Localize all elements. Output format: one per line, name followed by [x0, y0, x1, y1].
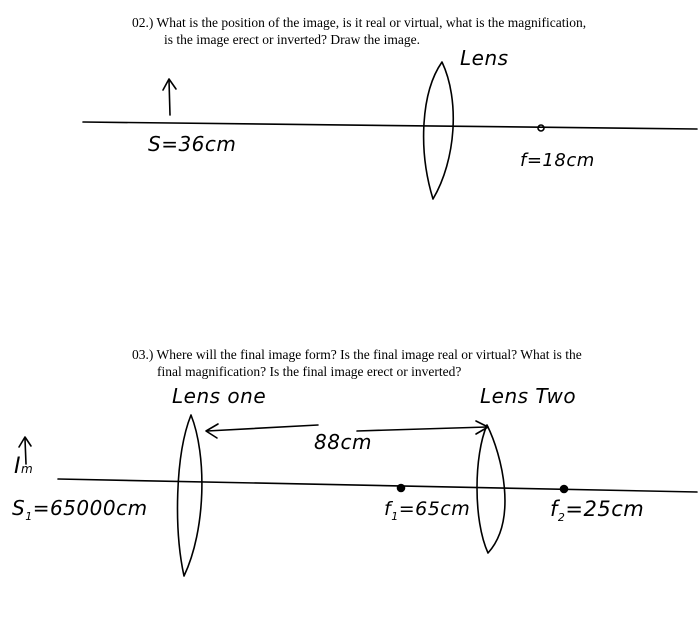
focal-two-sub: 2: [557, 511, 566, 525]
object-distance-symbol: S: [12, 496, 26, 520]
object-distance-value: =65000cm: [32, 496, 148, 520]
focal-point-f2: [561, 486, 568, 493]
focal-length-label: f=18cm: [520, 150, 595, 171]
problem-2-diagram: [83, 62, 697, 199]
problem-3-question-line-1: 03.) Where will the final image form? Is the final image real or virtual? What is the: [132, 347, 582, 362]
object-distance-label-2: [12, 496, 148, 523]
focal-two-symbol: f: [550, 497, 558, 521]
object-arrow-1: [163, 79, 176, 115]
lens-label: Lens: [460, 46, 509, 70]
lens-1: [424, 62, 454, 199]
lens-one: [178, 415, 202, 576]
focal-point-f1: [398, 485, 405, 492]
lens-one-label: Lens one: [172, 384, 267, 408]
optical-axis-2: [58, 479, 697, 492]
optical-axis-1: [83, 122, 697, 129]
focal-two-label: [550, 497, 644, 524]
problem-3-question-line-2: final magnification? Is the final image erect or inverted?: [157, 364, 462, 379]
focal-one-label: [384, 498, 470, 523]
object-label: [14, 454, 33, 479]
lens-two-label: Lens Two: [480, 384, 577, 408]
object-distance-sub: 1: [25, 510, 33, 523]
lens-two: [477, 425, 505, 553]
separation-label: 88cm: [314, 430, 372, 454]
object-label-main: I: [14, 454, 21, 479]
focal-one-sub: 1: [391, 509, 399, 523]
object-label-sub: m: [21, 462, 34, 476]
problem-2-question-line-2: is the image erect or inverted? Draw the image.: [164, 32, 421, 47]
focal-one-symbol: f: [384, 498, 392, 520]
object-distance-label: S=36cm: [148, 132, 237, 156]
problem-2-question-line-1: 02.) What is the position of the image, is it real or virtual, what is the magnification,: [132, 15, 587, 30]
focal-two-value: =25cm: [565, 497, 645, 521]
focal-one-value: =65cm: [398, 498, 471, 520]
